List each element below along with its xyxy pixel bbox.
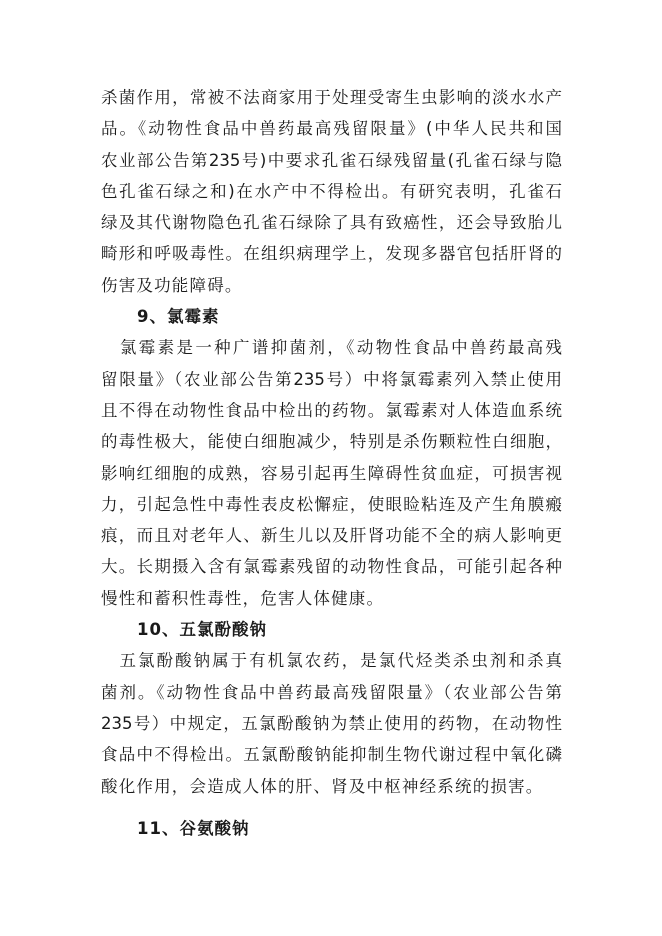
text-line: 且不得在动物性食品中检出的药物。氯霉素对人体造血系统 (101, 400, 562, 420)
text-line: 影响红细胞的成熟，容易引起再生障碍性贫血症，可损害视 (101, 463, 562, 483)
section-heading-sodium-pentachlorophenate: 10、五氯酚酸钠 (137, 620, 267, 640)
chloramphenicol-paragraph (101, 332, 562, 614)
text-line: 绿及其代谢物隐色孔雀石绿除了具有致癌性，还会导致胎儿 (101, 213, 562, 233)
document-page (101, 82, 562, 844)
sodium-pentachlorophenate-paragraph (101, 645, 562, 801)
text-line: 品。《动物性食品中兽药最高残留限量》(中华人民共和国 (101, 119, 562, 139)
intro-paragraph (101, 82, 562, 301)
text-line: 力，引起急性中毒性表皮松懈症，使眼睑粘连及产生角膜瘢 (101, 494, 562, 514)
paragraph-gap (101, 802, 562, 813)
text-line: 伤害及功能障碍。 (101, 275, 243, 295)
text-line: 色孔雀石绿之和)在水产中不得检出。有研究表明，孔雀石 (101, 181, 562, 201)
text-line: 痕，而且对老年人、新生儿以及肝肾功能不全的病人影响更 (101, 526, 562, 546)
section-heading-monosodium-glutamate: 11、谷氨酸钠 (137, 818, 250, 838)
text-line: 杀菌作用，常被不法商家用于处理受寄生虫影响的淡水水产 (101, 88, 562, 107)
text-line: 慢性和蓄积性毒性，危害人体健康。 (101, 588, 385, 608)
text-line: 畸形和呼吸毒性。在组织病理学上，发现多器官包括肝肾的 (101, 244, 562, 264)
text-line: 留限量》（农业部公告第235号）中将氯霉素列入禁止使用 (101, 369, 562, 389)
text-line: 酸化作用，会造成人体的肝、肾及中枢神经系统的损害。 (101, 776, 544, 796)
text-line: 食品中不得检出。五氯酚酸钠能抑制生物代谢过程中氧化磷 (101, 745, 562, 765)
text-line: 的毒性极大，能使白细胞减少，特别是杀伤颗粒性白细胞， (101, 432, 562, 452)
text-line: 大。长期摄入含有氯霉素残留的动物性食品，可能引起各种 (101, 557, 562, 577)
text-line: 菌剂。《动物性食品中兽药最高残留限量》（农业部公告第 (101, 682, 562, 702)
section-heading-chloramphenicol: 9、氯霉素 (137, 307, 220, 327)
text-line: 五氯酚酸钠属于有机氯农药，是氯代烃类杀虫剂和杀真 (101, 651, 562, 671)
text-line: 235号）中规定，五氯酚酸钠为禁止使用的药物，在动物性 (101, 713, 562, 733)
text-line: 农业部公告第235号)中要求孔雀石绿残留量(孔雀石绿与隐 (101, 150, 562, 170)
text-line: 氯霉素是一种广谱抑菌剂，《动物性食品中兽药最高残 (101, 338, 562, 358)
